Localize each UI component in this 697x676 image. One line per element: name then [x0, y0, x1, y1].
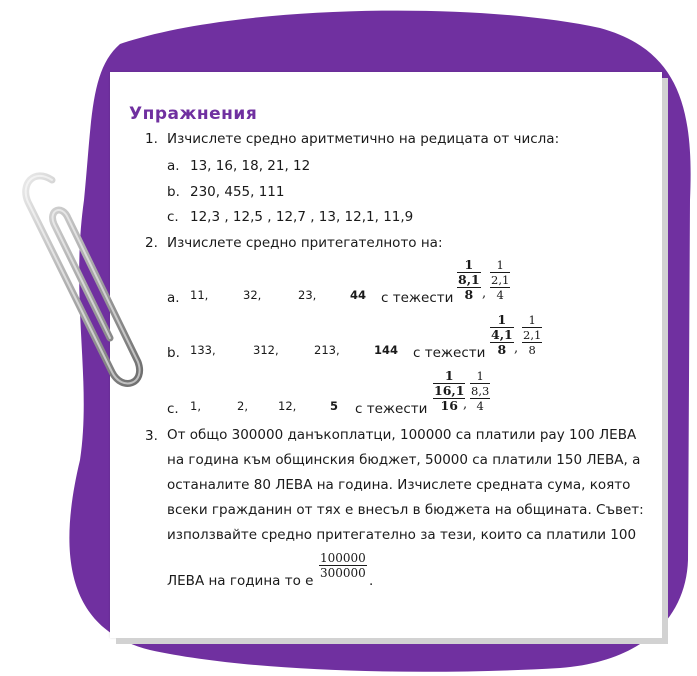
ex2-c-value-2: 2, [237, 399, 248, 413]
ex2-c-value-3: 12, [278, 399, 297, 413]
exercise-3-text [167, 423, 657, 548]
ex2-a-weights-label: с тежести [381, 290, 454, 306]
ex3-fraction: $\frac{100000}{300000}$ [320, 551, 366, 580]
ex2-item-a-label: a. [167, 290, 180, 306]
ex2-a-value-2: 32, [243, 288, 262, 302]
ex2-c-value-1: 1, [190, 399, 201, 413]
exercise-2-text: Изчислете средно притегателното на: [167, 235, 443, 251]
exercise-2-number: 2. [145, 235, 158, 251]
paperclip-icon [14, 158, 144, 398]
ex2-item-c-label: c. [167, 401, 179, 417]
ex1-item-b-label: b. [167, 184, 180, 200]
ex3-line-3: останалите 80 ЛЕВА на година. Изчислете средната сума, която [167, 477, 631, 493]
ex2-c-weight-1: 1 16,1 16 [434, 368, 465, 413]
ex3-last-line: ЛЕВА на година то е [167, 573, 314, 589]
exercise-1-number: 1. [145, 131, 158, 147]
ex3-line-5: използвайте средно притегателно за тези, които са платили 100 [167, 527, 637, 543]
ex1-item-b-values: 230, 455, 111 [190, 184, 285, 200]
ex3-line-1: От общо 300000 данъкоплатци, 100000 са платили pay 100 ЛЕВА [167, 427, 637, 443]
ex3-period: . [369, 573, 374, 589]
ex2-b-value-2: 312, [253, 343, 279, 357]
exercise-3-number: 3. [145, 428, 158, 444]
ex2-b-weights-label: с тежести [413, 345, 486, 361]
page-title: Упражнения [129, 104, 258, 124]
ex3-line-4: всеки гражданин от тях е внесъл в бюджета на общината. Съвет: [167, 502, 644, 518]
ex1-item-c-label: c. [167, 209, 179, 225]
ex2-c-weight-2: 1 8,3 4 [471, 369, 490, 413]
ex2-b-weight-1: 1 4,1 8 [491, 312, 513, 357]
ex2-b-value-1: 133, [190, 343, 216, 357]
ex2-b-value-3: 213, [314, 343, 340, 357]
ex2-a-value-1: 11, [190, 288, 209, 302]
ex2-a-value-4: 44 [350, 288, 367, 302]
ex2-item-b-label: b. [167, 345, 180, 361]
ex3-line-2: на година към общинския бюджет, 50000 са платили 150 ЛЕВА, а [167, 452, 641, 468]
exercise-1-text: Изчислете средно аритметично на редицата от числа: [167, 131, 560, 147]
ex1-item-a-label: a. [167, 158, 180, 174]
ex2-a-weight-1: 1 8,1 8 [458, 257, 480, 302]
ex1-item-c-values: 12,3 , 12,5 , 12,7 , 13, 12,1, 11,9 [190, 209, 414, 225]
ex2-b-weight-2: 1 2,1 8 [523, 313, 542, 357]
ex2-c-weights-label: с тежести [355, 401, 428, 417]
ex2-a-value-3: 23, [298, 288, 317, 302]
ex1-item-a-values: 13, 16, 18, 21, 12 [190, 158, 311, 174]
ex2-c-value-4: 5 [330, 399, 339, 413]
ex2-a-weight-2: 1 2,1 4 [491, 258, 510, 302]
ex2-b-value-4: 144 [374, 343, 399, 357]
